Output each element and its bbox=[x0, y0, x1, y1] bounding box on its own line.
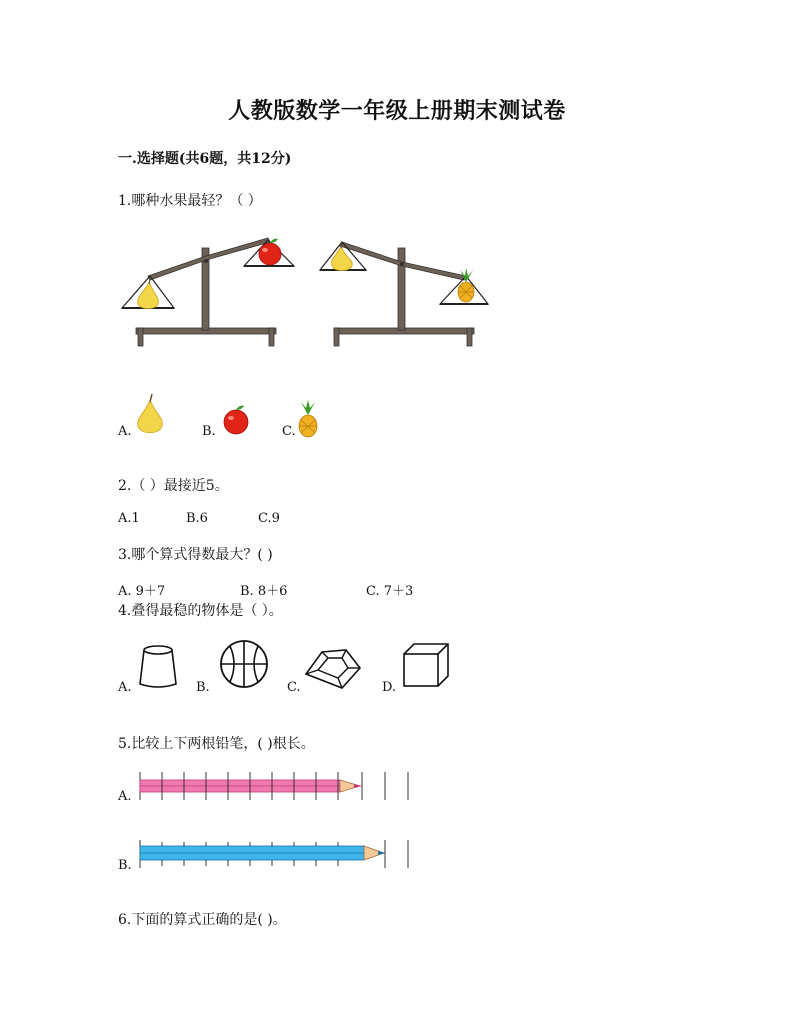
q5-option-b[interactable]: B. bbox=[118, 858, 132, 873]
q3-option-a[interactable]: A. 9＋7 bbox=[118, 584, 166, 599]
question-4: 4.叠得最稳的物体是（ ）。 bbox=[118, 603, 283, 619]
q5-option-a[interactable]: A. bbox=[118, 789, 132, 804]
q1-option-b[interactable]: B. bbox=[202, 424, 216, 439]
question-3: 3.哪个算式得数最大？( ) bbox=[118, 547, 273, 563]
q4-option-c[interactable]: C. bbox=[287, 680, 301, 695]
balance-scale-2 bbox=[316, 228, 496, 350]
apple-icon bbox=[220, 404, 252, 436]
question-2: 2.（ ）最接近5。 bbox=[118, 478, 229, 494]
question-6: 6.下面的算式正确的是( )。 bbox=[118, 912, 287, 928]
q2-option-b[interactable]: B.6 bbox=[186, 511, 208, 526]
page-title: 人教版数学一年级上册期末测试卷 bbox=[228, 98, 566, 124]
q3-option-c[interactable]: C. 7＋3 bbox=[366, 584, 414, 599]
prism-icon bbox=[302, 644, 364, 690]
blue-pencil bbox=[136, 838, 416, 870]
q2-option-c[interactable]: C.9 bbox=[258, 511, 280, 526]
q4-option-b[interactable]: B. bbox=[196, 680, 210, 695]
q2-option-a[interactable]: A.1 bbox=[118, 511, 140, 526]
q1-option-c[interactable]: C. bbox=[282, 424, 296, 439]
question-1: 1.哪种水果最轻？（ ） bbox=[118, 193, 262, 209]
q1-option-a[interactable]: A. bbox=[118, 424, 132, 439]
pink-pencil bbox=[136, 770, 416, 802]
balance-scale-1 bbox=[118, 228, 298, 350]
question-5: 5.比较上下两根铅笔，( )根长。 bbox=[118, 736, 315, 752]
q4-option-d[interactable]: D. bbox=[382, 680, 397, 695]
pear-icon bbox=[134, 392, 166, 436]
q4-option-a[interactable]: A. bbox=[118, 680, 132, 695]
pineapple-icon bbox=[458, 268, 474, 302]
cup-icon bbox=[136, 642, 180, 690]
q3-option-b[interactable]: B. 8＋6 bbox=[240, 584, 288, 599]
pineapple-icon bbox=[296, 400, 320, 438]
section-heading: 一.选择题(共6题，共12分) bbox=[118, 151, 292, 167]
cube-icon bbox=[400, 640, 452, 690]
basketball-icon bbox=[218, 638, 270, 690]
